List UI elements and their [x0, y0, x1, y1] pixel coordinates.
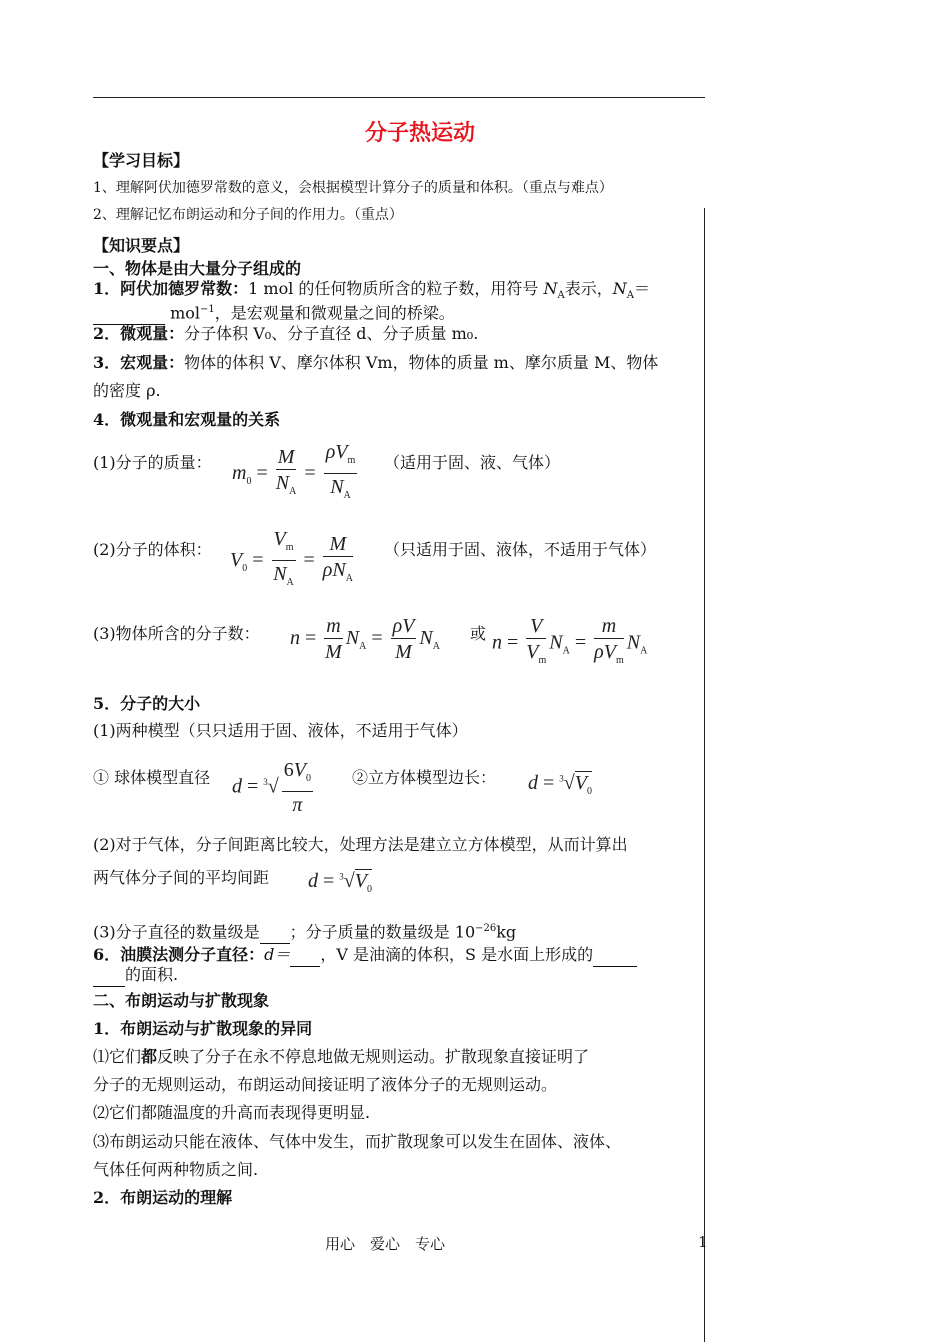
equals-sign: ＝	[634, 279, 651, 298]
page-number: 1	[698, 1233, 708, 1251]
area-blank-2	[93, 964, 125, 987]
formula-3-label: (3)物体所含的分子数：	[93, 624, 260, 643]
brownian-point-3a: ⑶布朗运动只能在液体、气体中发生，而扩散现象可以发生在固体、液体、	[93, 1132, 622, 1151]
cube-model-label: ②立方体模型边长：	[352, 768, 497, 787]
micro-line	[93, 323, 478, 345]
formula-1-note: （适用于固、液、气体）	[384, 453, 561, 472]
goal-1: 1、理解阿伏加德罗常数的意义，会根据模型计算分子的质量和体积。（重点与难点）	[93, 180, 613, 196]
header-rule	[93, 97, 705, 98]
knowledge-header: 【知识要点】	[93, 236, 190, 255]
macro-line-1	[93, 352, 658, 374]
formula-2-label: (2)分子的体积：	[93, 540, 212, 559]
macro-label: 3．宏观量：	[93, 353, 185, 372]
magnitude-text-b: ；分子质量的数量级是 10	[289, 922, 476, 942]
macro-text-a: 物体的体积 V、摩尔体积 Vm，物体的质量 m、摩尔质量 M、物体	[184, 353, 659, 372]
point-1-text: 反映了分子在永不停息地做无规则运动。扩散现象直接证明了	[157, 1047, 590, 1066]
goals-header: 【学习目标】	[93, 151, 190, 170]
na-sub: A	[557, 290, 565, 302]
magnitude-text-a: (3)分子直径的数量级是	[93, 922, 260, 942]
oil-film-text-b: ，V 是油滴的体积，S 是水面上形成的	[320, 945, 594, 964]
formula-2-note: （只适用于固、液体，不适用于气体）	[384, 540, 657, 559]
mol-unit: mol	[170, 303, 201, 323]
brownian-point-1b: 分子的无规则运动，布朗运动间接证明了液体分子的无规则运动。	[93, 1075, 558, 1094]
oil-film-text-c: 的面积.	[125, 965, 179, 984]
formula-1-label: (1)分子的质量：	[93, 453, 212, 472]
gas-model-line-1: (2)对于气体，分子间距离比较大，处理方法是建立立方体模型，从而计算出	[93, 835, 628, 854]
mass-unit: kg	[496, 922, 517, 942]
area-blank-1	[593, 944, 637, 967]
formula-ball-diameter: d = $^3$√ $\frac{6V_0}{\pi}$	[232, 759, 311, 816]
na-symbol-2: N	[612, 279, 627, 298]
ball-model-label: ① 球体模型直径	[93, 768, 211, 787]
answer-blank	[93, 302, 165, 325]
micro-text: 分子体积 V₀、分子直径 d、分子质量 m₀.	[184, 324, 479, 343]
page-title: 分子热运动	[364, 120, 475, 146]
avogadro-text-d: ，是宏观量和微观量之间的桥梁。	[214, 303, 455, 323]
na-symbol: N	[543, 279, 558, 298]
oil-film-d: d＝	[264, 945, 291, 964]
oil-film-blank	[290, 944, 320, 967]
formula-gas-spacing: $d = ^3√V_0$	[308, 870, 372, 895]
macro-line-2: 的密度 ρ.	[93, 381, 161, 400]
avogadro-line-2	[93, 299, 455, 325]
gas-model-line-2: 两气体分子间的平均间距	[93, 868, 270, 887]
formula-volume: $V_0$ = $\frac{V_m}{N_A}$ = M $\rho N_A$	[230, 528, 353, 588]
magnitude-line	[93, 918, 516, 944]
avogadro-text-a: 1 mol 的任何物质所含的粒子数，用符号	[248, 279, 539, 298]
size-models: (1)两种模型（只只适用于固、液体，不适用于气体）	[93, 721, 468, 740]
brownian-point-3b: 气体任何两种物质之间.	[93, 1160, 259, 1179]
na-sub-2: A	[626, 290, 634, 302]
relation-title: 4．微观量和宏观量的关系	[93, 410, 281, 429]
goal-2: 2、理解记忆布朗运动和分子间的作用力。（重点）	[93, 207, 403, 223]
point-1-bold: 都	[141, 1047, 158, 1066]
formula-3-or: 或	[470, 624, 487, 643]
avogadro-text-b: 表示，	[564, 279, 613, 298]
page-footer: 用心 爱心 专心	[324, 1235, 445, 1253]
mol-exp: −1	[200, 304, 215, 315]
brownian-point-2: ⑵它们都随温度的升高而表现得更明显.	[93, 1103, 371, 1122]
formula-mass: $m_0$ = $\frac{M}{N_A}$ = $\rho V_m$ $N_A$	[232, 441, 356, 501]
avogadro-label: 1．阿伏加德罗常数：	[93, 279, 249, 298]
micro-label: 2．微观量：	[93, 324, 185, 343]
oil-film-label: 6．油膜法测分子直径：	[93, 945, 265, 964]
mass-exponent: −26	[475, 923, 497, 934]
section-2-title: 二、布朗运动与扩散现象	[93, 991, 270, 1010]
brownian-understanding-title: 2．布朗运动的理解	[93, 1188, 233, 1207]
diameter-blank	[260, 921, 290, 944]
section-1-title: 一、物体是由大量分子组成的	[93, 259, 302, 278]
size-title: 5．分子的大小	[93, 694, 201, 713]
formula-count-a: n = $\frac{m}{M}$ $N_A$ = $\frac{\rho V}{M}$ $N_A$	[290, 615, 440, 663]
formula-count-b: n = $\frac{V}{V_m}$ $N_A$ = m $\rho V_m$ $N_A$	[492, 615, 648, 666]
brownian-point-1a	[93, 1046, 589, 1068]
point-1-prefix: ⑴它们	[93, 1047, 142, 1066]
formula-cube-edge: $d = ^3√V_0$	[528, 772, 592, 797]
oil-film-line-2	[93, 964, 178, 987]
brownian-compare-title: 1．布朗运动与扩散现象的异同	[93, 1019, 313, 1038]
margin-rule	[704, 208, 705, 1342]
